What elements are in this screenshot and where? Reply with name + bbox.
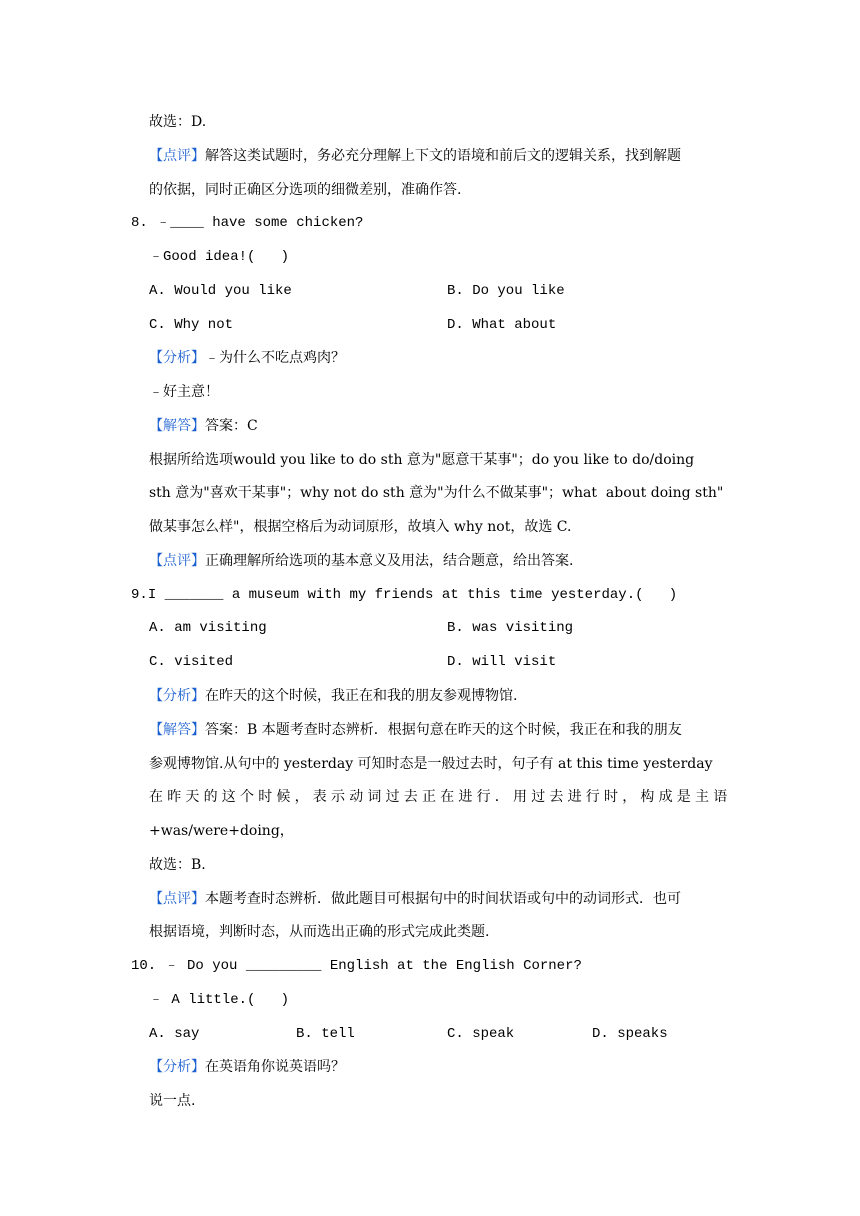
answer-tag: 【解答】 — [149, 418, 205, 434]
comment-tag: 【点评】 — [149, 148, 205, 164]
q9-option-b: B. was visiting — [447, 620, 574, 636]
q9-comment-text-2: 根据语境，判断时态，从而选出正确的形式完成此类题. — [149, 924, 490, 940]
q9-stem — [131, 585, 677, 605]
q8-explanation-1: 根据所给选项would you like to do sth 意为"愿意干某事"；do you like to do/doing — [149, 452, 695, 468]
q9-option-c: C. visited — [149, 654, 234, 670]
q9-answer-text-2: 参观博物馆.从句中的 yesterday 可知时态是一般过去时，句子有 at this time yesterday — [149, 756, 713, 772]
q10-option-c: C. speak — [447, 1026, 515, 1042]
q9-comment — [149, 889, 681, 909]
q8-stem — [131, 213, 363, 233]
q8-comment — [149, 551, 573, 571]
q8-reply: ﹣Good idea!( ) — [149, 249, 290, 265]
q9-answer-text-1: 答案：B 本题考查时态辨析．根据句意在昨天的这个时候，我正在和我的朋友 — [205, 722, 682, 738]
q8-analysis — [149, 348, 345, 368]
q8-number: 8. — [131, 215, 148, 231]
q8-option-b: B. Do you like — [447, 283, 565, 299]
q9-option-d: D. will visit — [447, 654, 557, 670]
q10-analysis-text-2: 说一点. — [149, 1093, 196, 1109]
q10-analysis-text-1: 在英语角你说英语吗？ — [205, 1059, 345, 1075]
q9-analysis-text: 在昨天的这个时候，我正在和我的朋友参观博物馆. — [205, 688, 518, 704]
q10-option-a: A. say — [149, 1026, 200, 1042]
q8-option-a: A. Would you like — [149, 283, 292, 299]
q8-explanation-3: 做某事怎么样"，根据空格后为动词原形，故填入 why not，故选 C. — [149, 519, 572, 535]
q8-answer-text: 答案：C — [205, 418, 258, 434]
q9-stem-text: I _______ a museum with my friends at this time yesterday.( ) — [147, 587, 678, 603]
comment-tag: 【点评】 — [149, 891, 205, 907]
q9-choice: 故选：B. — [149, 857, 206, 873]
answer-tag: 【解答】 — [149, 722, 205, 738]
q8-option-d: D. What about — [447, 317, 557, 333]
q8-comment-text: 正确理解所给选项的基本意义及用法，结合题意，给出答案. — [205, 553, 574, 569]
analysis-tag: 【分析】 — [149, 688, 205, 704]
q9-option-a: A. am visiting — [149, 620, 267, 636]
q7-choice: 故选：D. — [149, 114, 207, 130]
q10-stem-text: ﹣ Do you _________ English at the English Corner? — [164, 958, 582, 974]
q7-comment-text-1: 解答这类试题时，务必充分理解上下文的语境和前后文的逻辑关系，找到解题 — [205, 148, 681, 164]
q7-comment — [149, 146, 681, 166]
q10-analysis — [149, 1057, 345, 1077]
q8-analysis-text-2: ﹣好主意！ — [149, 384, 219, 400]
q8-analysis-text-1: ﹣为什么不吃点鸡肉？ — [205, 350, 345, 366]
q8-stem-text: ﹣____ have some chicken? — [156, 215, 364, 231]
comment-tag: 【点评】 — [149, 553, 205, 569]
q10-option-b: B. tell — [296, 1026, 355, 1042]
q8-answer — [149, 416, 258, 436]
q9-answer — [149, 720, 682, 740]
q9-comment-text-1: 本题考查时态辨析．做此题目可根据句中的时间状语或句中的动词形式．也可 — [205, 891, 681, 907]
analysis-tag: 【分析】 — [149, 1059, 205, 1075]
q9-answer-text-3: 在昨天的这个时候，表示动词过去正在进行．用过去进行时，构成是主语 — [149, 789, 732, 805]
q9-number: 9. — [131, 587, 148, 603]
q10-option-d: D. speaks — [592, 1026, 668, 1042]
q8-explanation-2: sth 意为"喜欢干某事"；why not do sth 意为"为什么不做某事"；what about doing sth" — [149, 485, 724, 501]
q8-option-c: C. Why not — [149, 317, 234, 333]
q7-comment-text-2: 的依据，同时正确区分选项的细微差别，准确作答. — [149, 182, 462, 198]
q9-answer-text-4: +was/were+doing， — [149, 823, 294, 839]
q10-number: 10. — [131, 958, 157, 974]
q10-stem — [131, 956, 582, 976]
q10-reply: ﹣ A little.( ) — [149, 992, 290, 1008]
q9-analysis — [149, 686, 517, 706]
analysis-tag: 【分析】 — [149, 350, 205, 366]
